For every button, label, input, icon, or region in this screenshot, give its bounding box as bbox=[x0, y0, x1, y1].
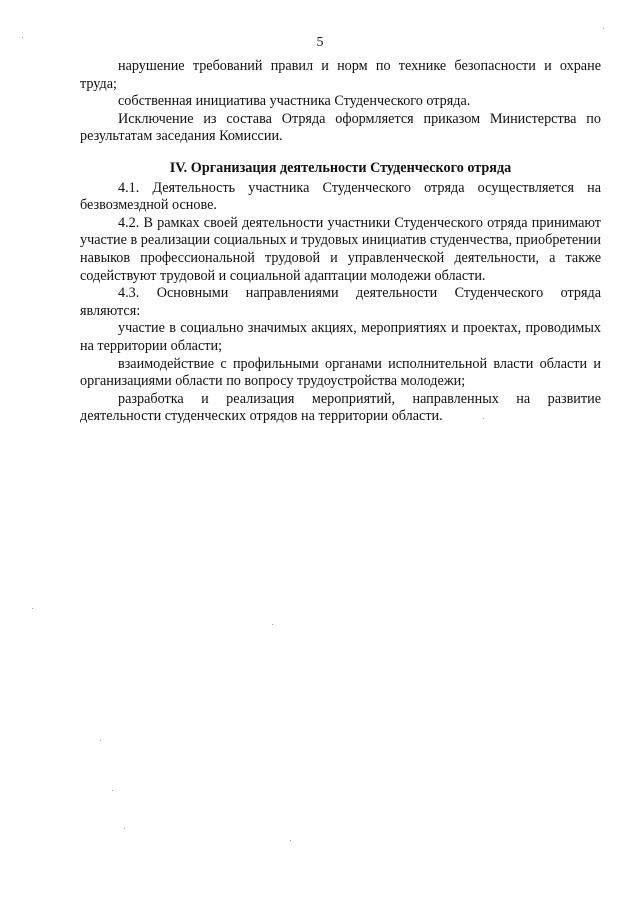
scan-speck bbox=[22, 37, 23, 38]
paragraph-safety-violation: нарушение требований правил и норм по технике безопасности и охране труда; bbox=[80, 58, 601, 92]
paragraph-4-3: 4.3. Основными направлениями деятельности Студенческого отряда являются: bbox=[80, 285, 601, 319]
paragraph-exclusion-order: Исключение из состава Отряда оформляется приказом Министерства по результатам заседания Комиссии. bbox=[80, 110, 601, 145]
paragraph-4-1: 4.1. Деятельность участника Студенческого отряда осуществляется на безвозмездной основе. bbox=[80, 179, 601, 214]
document-body bbox=[80, 58, 601, 426]
scan-speck bbox=[483, 418, 484, 419]
section-heading: IV. Организация деятельности Студенческого отряда bbox=[169, 159, 512, 176]
paragraph-own-initiative: собственная инициатива участника Студенческого отряда. bbox=[118, 93, 471, 110]
scan-speck bbox=[603, 28, 604, 29]
list-item-social-events: участие в социально значимых акциях, мероприятиях и проектах, проводимых на территории области; bbox=[80, 320, 601, 354]
page-number: 5 bbox=[316, 35, 324, 50]
scan-speck bbox=[124, 828, 125, 829]
scan-speck bbox=[32, 608, 33, 609]
paragraph-4-2: 4.2. В рамках своей деятельности участники Студенческого отряда принимают участие в реализации социальных и трудовых инициатив студенчества, приобретении навыков профессиональной трудовой и управленческой деятельности, а также содействуют трудовой и социальной адаптации молодежи области. bbox=[80, 214, 601, 284]
list-item-development: разработка и реализация мероприятий, направленных на развитие деятельности студенческих отрядов на территории области. bbox=[80, 390, 601, 425]
scan-speck bbox=[272, 624, 273, 625]
scan-speck bbox=[290, 840, 291, 841]
scan-speck bbox=[112, 790, 113, 791]
scan-speck bbox=[100, 740, 101, 741]
list-item-cooperation: взаимодействие с профильными органами исполнительной власти области и организациями области по вопросу трудоустройства молодежи; bbox=[80, 355, 601, 390]
